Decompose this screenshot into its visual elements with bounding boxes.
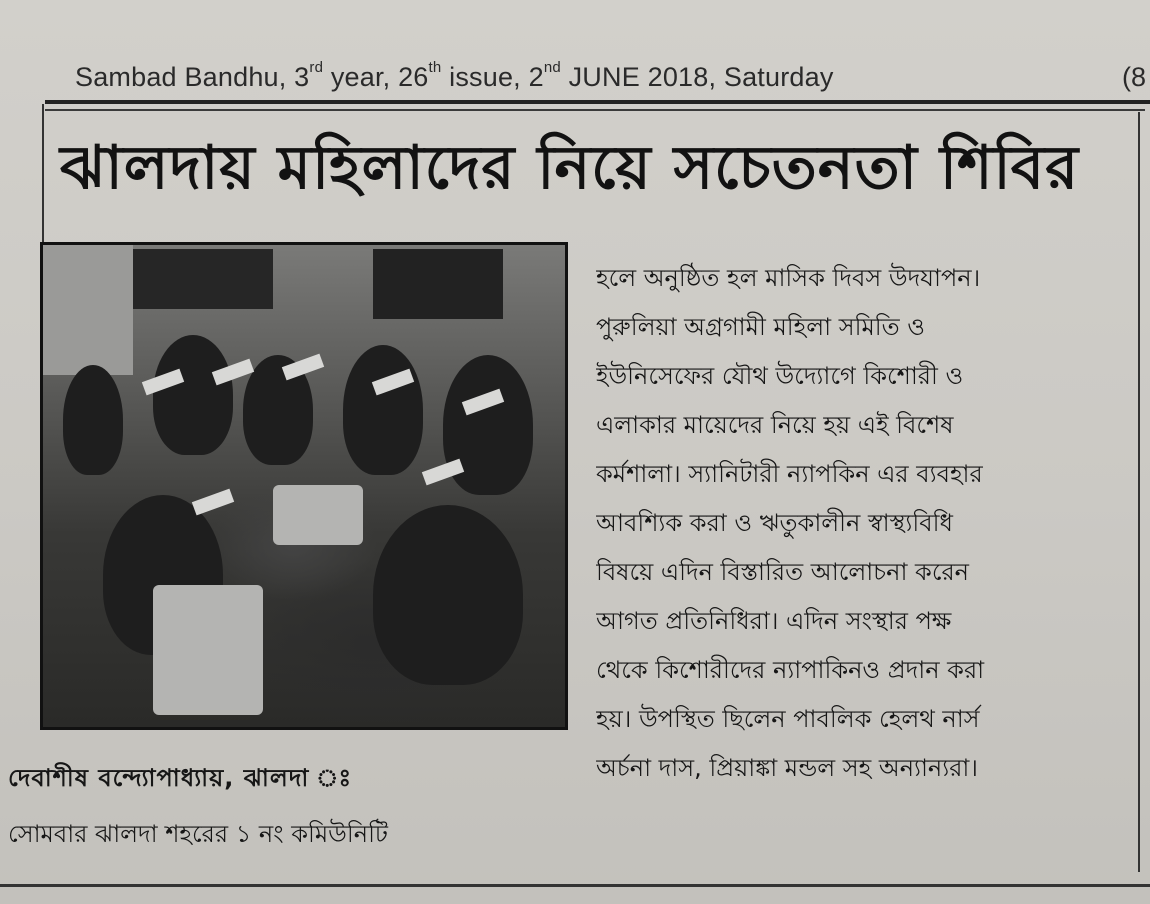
- article-frame-right: [1138, 112, 1140, 872]
- body-line: অর্চনা দাস, প্রিয়াঙ্কা মন্ডল সহ অন্যান্যরা।: [596, 754, 978, 782]
- body-line: কর্মশালা। স্যানিটারী ন্যাপকিন এর ব্যবহার: [596, 460, 983, 488]
- article-photo: [40, 242, 568, 730]
- photo-figure-light: [273, 485, 363, 545]
- body-line: থেকে কিশোরীদের ন্যাপাকিনও প্রদান করা: [596, 656, 985, 684]
- body-line: বিষয়ে এদিন বিস্তারিত আলোচনা করেন: [596, 558, 970, 586]
- article-frame-left: [42, 104, 44, 244]
- photo-window: [133, 249, 273, 309]
- day-number: 2: [528, 62, 544, 92]
- paper-name: Sambad Bandhu,: [75, 62, 287, 92]
- year-number: 3: [294, 62, 310, 92]
- body-line: আবশ্যিক করা ও ঋতুকালীন স্বাস্থ্যবিধি: [596, 509, 953, 537]
- article-body: [596, 258, 1136, 797]
- photo-wall: [43, 245, 133, 375]
- issue-word: issue,: [449, 62, 521, 92]
- date-text: JUNE 2018, Saturday: [568, 62, 834, 92]
- body-line: হলে অনুষ্ঠিত হল মাসিক দিবস উদযাপন।: [596, 264, 981, 292]
- year-word: year,: [330, 62, 391, 92]
- body-line: ইউনিসেফের যৌথ উদ্যোগে কিশোরী ও: [596, 362, 964, 390]
- photo-figure: [343, 345, 423, 475]
- byline: দেবাশীষ বন্দ্যোপাধ্যায়, ঝালদা ঃ: [8, 764, 353, 792]
- masthead: [75, 59, 834, 93]
- day-suffix: nd: [543, 59, 561, 76]
- photo-napkin: [192, 489, 234, 516]
- photo-figure-light: [153, 585, 263, 715]
- year-suffix: rd: [309, 59, 324, 76]
- page-number: (8: [1122, 62, 1147, 92]
- body-line: সোমবার ঝালদা শহরের ১ নং কমিউনিটি: [8, 820, 389, 848]
- issue-number: 26: [398, 62, 429, 92]
- photo-window: [373, 249, 503, 319]
- body-line: হয়। উপস্থিত ছিলেন পাবলিক হেলথ নার্স: [596, 705, 980, 733]
- photo-figure: [153, 335, 233, 455]
- photo-figure: [63, 365, 123, 475]
- issue-suffix: th: [428, 59, 442, 76]
- photo-figure: [373, 505, 523, 685]
- masthead-rule-thin: [45, 109, 1145, 111]
- body-line: পুরুলিয়া অগ্রগামী মহিলা সমিতি ও: [596, 313, 925, 341]
- article-headline: ঝালদায় মহিলাদের নিয়ে সচেতনতা শিবির: [60, 133, 1080, 203]
- masthead-rule: [45, 100, 1150, 104]
- body-line: এলাকার মায়েদের নিয়ে হয় এই বিশেষ: [596, 411, 954, 439]
- page-bottom-rule: [0, 884, 1150, 887]
- body-line: আগত প্রতিনিধিরা। এদিন সংস্থার পক্ষ: [596, 607, 952, 635]
